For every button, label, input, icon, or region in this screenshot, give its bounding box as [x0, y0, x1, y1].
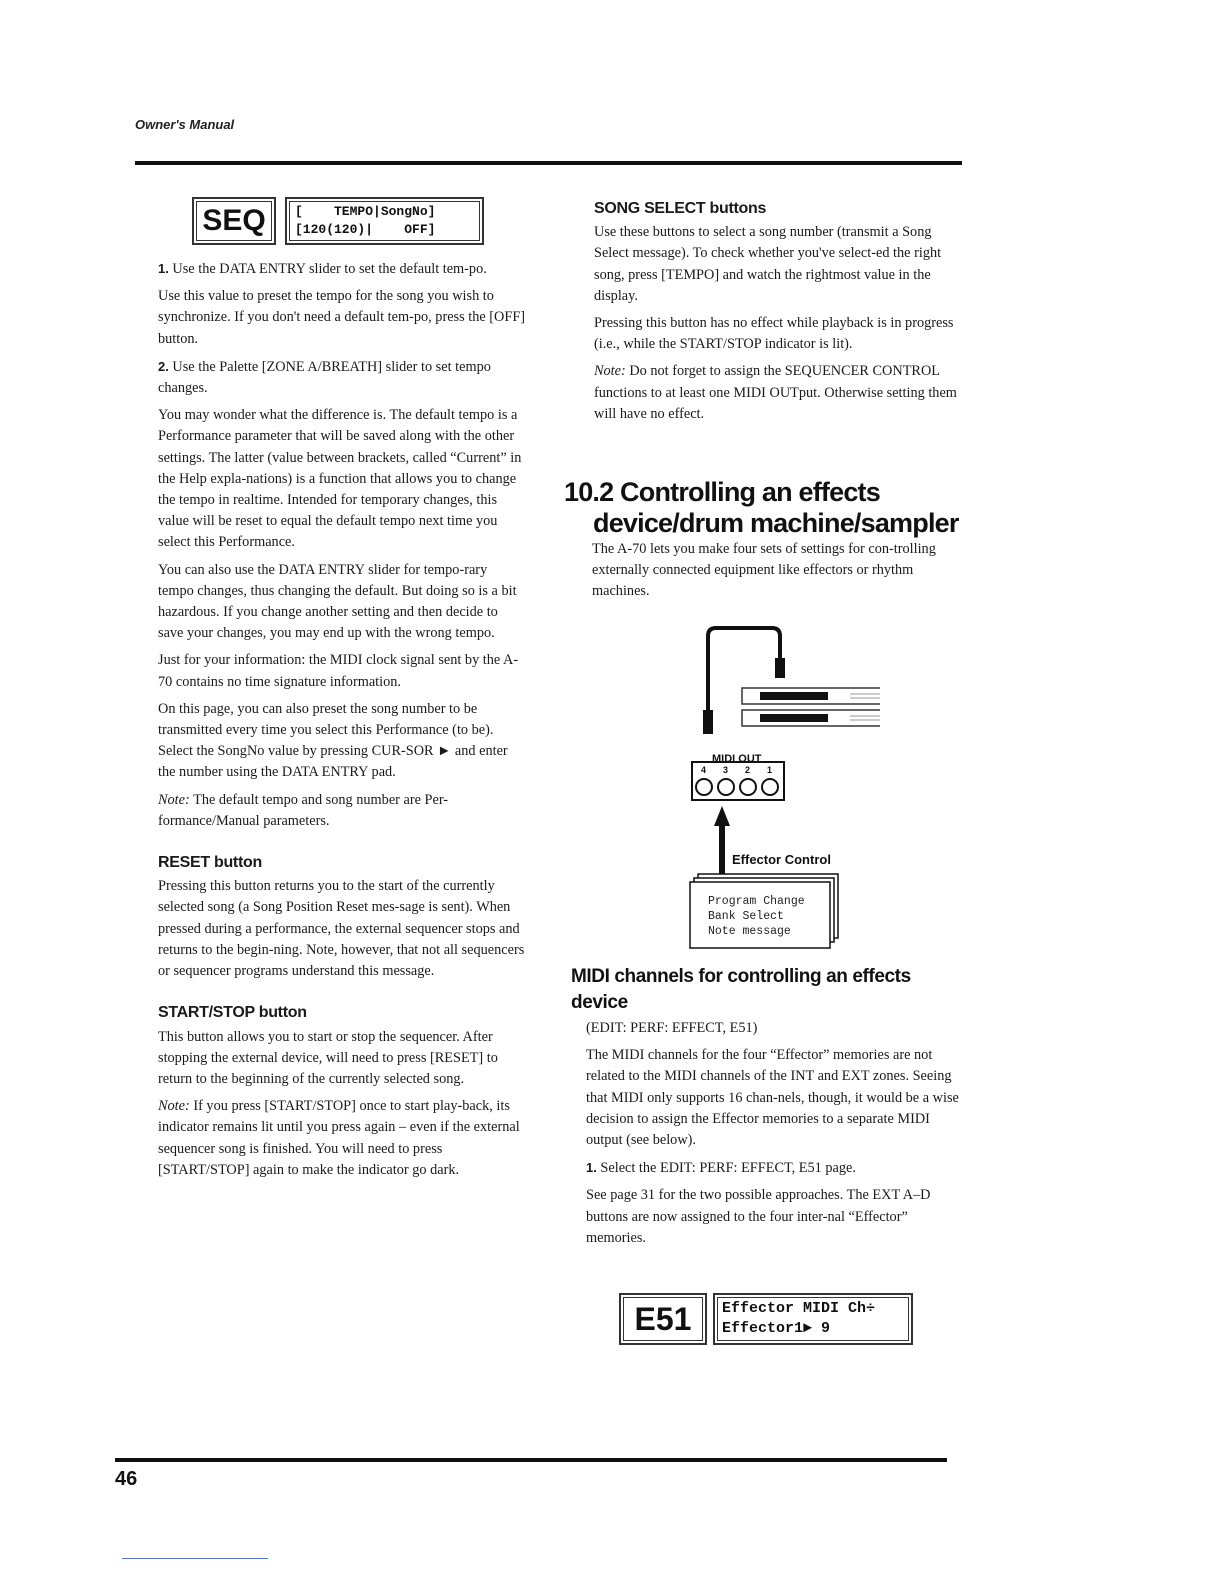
effector-control-diagram: [680, 620, 880, 950]
bottom-rule: [115, 1458, 947, 1462]
port-number-4: 4: [701, 765, 707, 775]
note-label: Note:: [158, 791, 190, 808]
note-label: Note:: [158, 1098, 190, 1115]
message-note: Note message: [708, 925, 791, 938]
e51-lcd-display: [619, 1293, 919, 1347]
message-program-change: Program Change: [708, 895, 805, 908]
e51-label: E51: [634, 1300, 692, 1337]
e51-line2: Effector1► 9: [722, 1320, 831, 1337]
midi-channels-heading: MIDI channels for controlling an effects device: [571, 966, 911, 1013]
effector-control-label: Effector Control: [732, 852, 831, 867]
note: [594, 361, 964, 425]
rack-unit: [742, 688, 880, 704]
top-rule: [135, 161, 962, 165]
header-title: Owner's Manual: [135, 117, 235, 132]
note: [158, 1096, 526, 1181]
seq-label-box: [192, 197, 276, 245]
arrow-up-icon: [714, 806, 730, 826]
paragraph: Just for your information: the MIDI clock signal sent by the A-70 contains no time signature information.: [158, 652, 519, 690]
seq-label: SEQ: [202, 204, 266, 237]
paragraph: Use these buttons to select a song number (transmit a Song Select message). To check whether you've select-ed the right song, press [TEMPO] and watch the rightmost value in the display.: [594, 224, 942, 304]
midi-port-1: [762, 779, 778, 795]
right-column: [594, 198, 964, 431]
note: [158, 790, 526, 832]
paragraph: See page 31 for the two possible approaches. The EXT A–D buttons are now assigned to the four inter-nal “Effector” memories.: [586, 1187, 931, 1246]
menu-path: (EDIT: PERF: EFFECT, E51): [586, 1020, 758, 1036]
note-text: The default tempo and song number are Per-formance/Manual parameters.: [158, 791, 449, 829]
e51-line1: Effector MIDI Ch÷: [722, 1300, 876, 1317]
midi-port-3: [718, 779, 734, 795]
paragraph: The A-70 lets you make four sets of settings for con-trolling externally connected equipment like effectors or rhythm machines.: [592, 541, 936, 600]
step-2-number: 2.: [158, 358, 169, 374]
seq-text-box: [285, 197, 484, 245]
paragraph: You may wonder what the difference is. The default tempo is a Performance parameter that will be saved along with the other settings. The latter (value between brackets, called “Current” in the Help expla-nations) is a function that allows you to change the tempo in realtime. Intended for temporary changes, this value will be reset to equal the default tempo next time you select this Performance.: [158, 407, 522, 551]
left-column: [158, 258, 526, 1187]
paragraph: Pressing this button returns you to the start of the currently selected song (a Song Position Reset mes-sage is sent). When pressed during a performance, the external sequencer stops and returns to the begin-ning. Note, however, that not all sequencers or sequencer programs understand this message.: [158, 878, 525, 980]
paragraph: Use this value to preset the tempo for the song you wish to synchronize. If you don't need a default tem-po, press the [OFF] button.: [158, 288, 526, 347]
midi-port-2: [740, 779, 756, 795]
footer-line: [122, 1558, 268, 1559]
rack-unit: [742, 710, 880, 726]
message-bank-select: Bank Select: [708, 910, 784, 923]
paragraph: The MIDI channels for the four “Effector” memories are not related to the MIDI channels of the INT and EXT zones. Seeing that MIDI only supports 16 chan-nels, though, it would be a wise decision to assign the Effector memories to a separate MIDI output (see below).: [586, 1047, 959, 1149]
reset-heading: RESET button: [158, 854, 262, 872]
step-1: [158, 258, 526, 280]
page-number: 46: [115, 1468, 138, 1490]
note-text: If you press [START/STOP] once to start play-back, its indicator remains lit until you press again – even if the external sequencer song is finished. You will need to press [START/STOP] again to make the indicator go dark.: [158, 1098, 520, 1178]
step-2: [158, 356, 526, 399]
songselect-heading: SONG SELECT buttons: [594, 200, 767, 217]
cable-plug-top: [775, 658, 785, 678]
note-text: Do not forget to assign the SEQUENCER CONTROL functions to at least one MIDI OUTput. Otherwise setting them will have no effect.: [594, 363, 957, 422]
paragraph: You can also use the DATA ENTRY slider for tempo-rary tempo changes, thus changing the default. But doing so is a bit hazardous. If you change another setting and then decide to save your changes, you may end up with the wrong tempo.: [158, 561, 517, 642]
port-number-3: 3: [723, 765, 729, 775]
section-title-line2: device/drum machine/sampler: [593, 508, 959, 538]
paragraph: Pressing this button has no effect while playback is in progress (i.e., while the START/STOP indicator is lit).: [594, 315, 954, 353]
midi-port-4: [696, 779, 712, 795]
e51-label-box: [619, 1293, 707, 1345]
section-title: [564, 477, 984, 539]
cable-plug-bottom: [703, 710, 713, 734]
step-1: [586, 1157, 964, 1179]
seq-line2: [120(120)| OFF]: [295, 222, 436, 237]
step-1-text: Use the DATA ENTRY slider to set the default tem-po.: [172, 261, 487, 277]
section-title-line1: 10.2 Controlling an effects: [564, 477, 880, 507]
seq-line1: [ TEMPO|SongNo]: [295, 204, 436, 219]
paragraph: On this page, you can also preset the song number to be transmitted every time you select this Performance (to be). Select the SongNo value by pressing CUR-SOR ► and enter the number using the DATA ENTRY pad.: [158, 700, 508, 781]
section-intro: [592, 539, 964, 603]
midi-section-body: [586, 1018, 964, 1255]
port-number-2: 2: [745, 765, 751, 775]
arrow-shaft: [719, 824, 725, 876]
e51-text-box: [713, 1293, 913, 1345]
step-1-number: 1.: [586, 1160, 597, 1176]
port-number-1: 1: [767, 765, 773, 775]
startstop-heading: START/STOP button: [158, 1004, 307, 1022]
step-1-text: Select the EDIT: PERF: EFFECT, E51 page.: [600, 1160, 856, 1177]
note-label: Note:: [594, 363, 626, 380]
midi-out-label: MIDI OUT: [712, 753, 762, 765]
step-1-number: 1.: [158, 261, 169, 276]
step-2-text: Use the Palette [ZONE A/BREATH] slider to set tempo changes.: [158, 358, 491, 397]
paragraph: This button allows you to start or stop the sequencer. After stopping the external device, will need to press [RESET] to return to the beginning of the currently selected song.: [158, 1028, 498, 1087]
seq-lcd-display: [192, 197, 492, 247]
